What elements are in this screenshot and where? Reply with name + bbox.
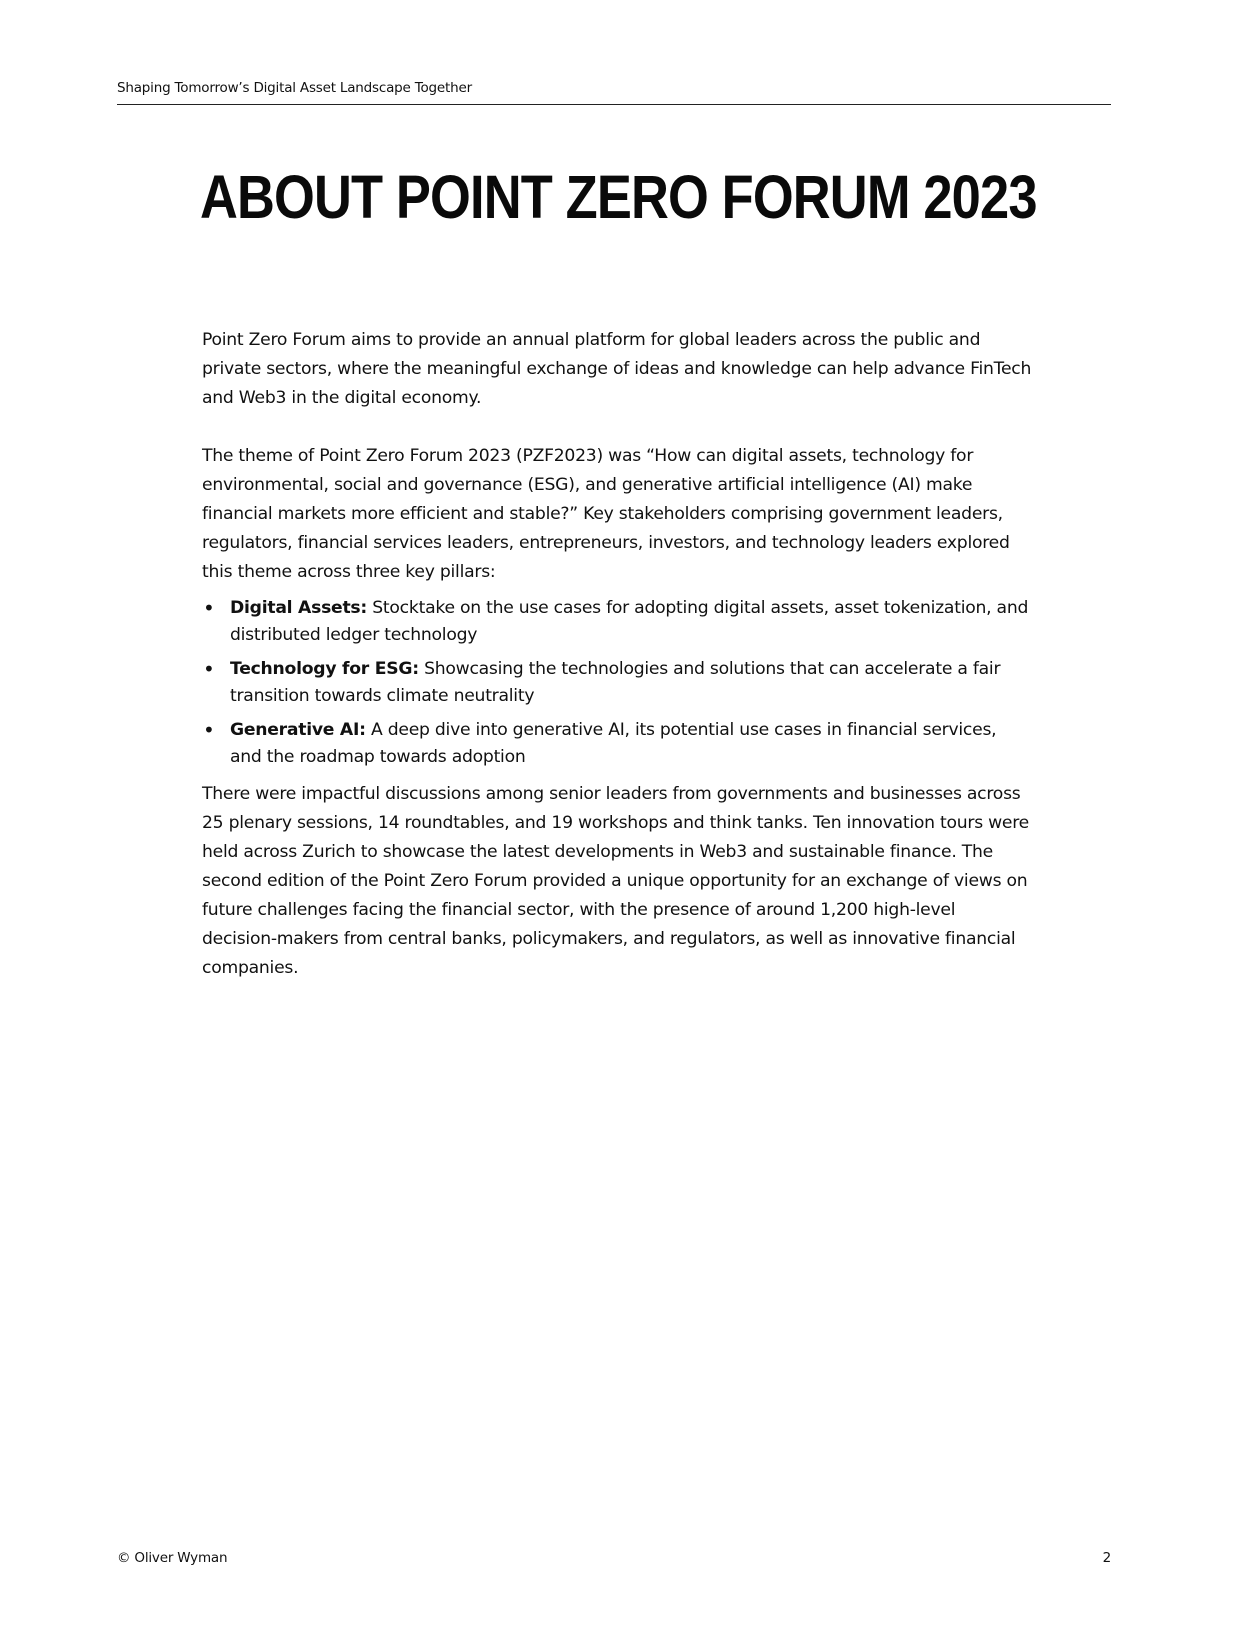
running-footer	[117, 1550, 1111, 1570]
copyright-notice: © Oliver Wyman	[117, 1550, 228, 1566]
running-header-title: Shaping Tomorrow’s Digital Asset Landscape Together	[117, 80, 472, 96]
pillar-text: A deep dive into generative AI, its potential use cases in financial services, and the roadmap towards adoption	[230, 720, 997, 767]
pillar-technology-for-esg	[202, 656, 1032, 710]
main-content	[202, 326, 1032, 1012]
pillar-term: Digital Assets:	[230, 598, 368, 618]
running-header	[117, 80, 1111, 105]
pillar-generative-ai	[202, 717, 1032, 771]
theme-paragraph: The theme of Point Zero Forum 2023 (PZF2023) was “How can digital assets, technology for environmental, social and governance (ESG), and generative artificial intelligence (AI) make financial markets more efficient and stable?” Key stakeholders comprising government leaders, regulators, financial services leaders, entrepreneurs, investors, and technology leaders explored this theme across three key pillars:	[202, 446, 1010, 582]
intro-paragraph: Point Zero Forum aims to provide an annual platform for global leaders across the public and private sectors, where the meaningful exchange of ideas and knowledge can help advance FinTech and Web3 in the digital economy.	[202, 330, 1032, 408]
pillar-term: Generative AI:	[230, 720, 366, 740]
bullet-icon: •	[203, 718, 215, 742]
pillar-text: Showcasing the technologies and solutions that can accelerate a fair transition towards climate neutrality	[230, 659, 1001, 706]
pillar-digital-assets	[202, 595, 1032, 649]
pillars-list	[202, 595, 1032, 771]
bullet-icon: •	[203, 657, 215, 681]
pillar-text: Stocktake on the use cases for adopting digital assets, asset tokenization, and distributed ledger technology	[230, 598, 1029, 645]
pillar-term: Technology for ESG:	[230, 659, 419, 679]
page-number: 2	[1102, 1550, 1111, 1566]
page-title: ABOUT POINT ZERO FORUM 2023	[200, 163, 1037, 231]
summary-paragraph: There were impactful discussions among senior leaders from governments and businesses across 25 plenary sessions, 14 roundtables, and 19 workshops and think tanks. Ten innovation tours were held across Zurich to showcase the latest developments in Web3 and sustainable finance. The second edition of the Point Zero Forum provided a unique opportunity for an exchange of views on future challenges facing the financial sector, with the presence of around 1,200 high-level decision-makers from central banks, policymakers, and regulators, as well as innovative financial companies.	[202, 784, 1030, 978]
bullet-icon: •	[203, 596, 215, 620]
